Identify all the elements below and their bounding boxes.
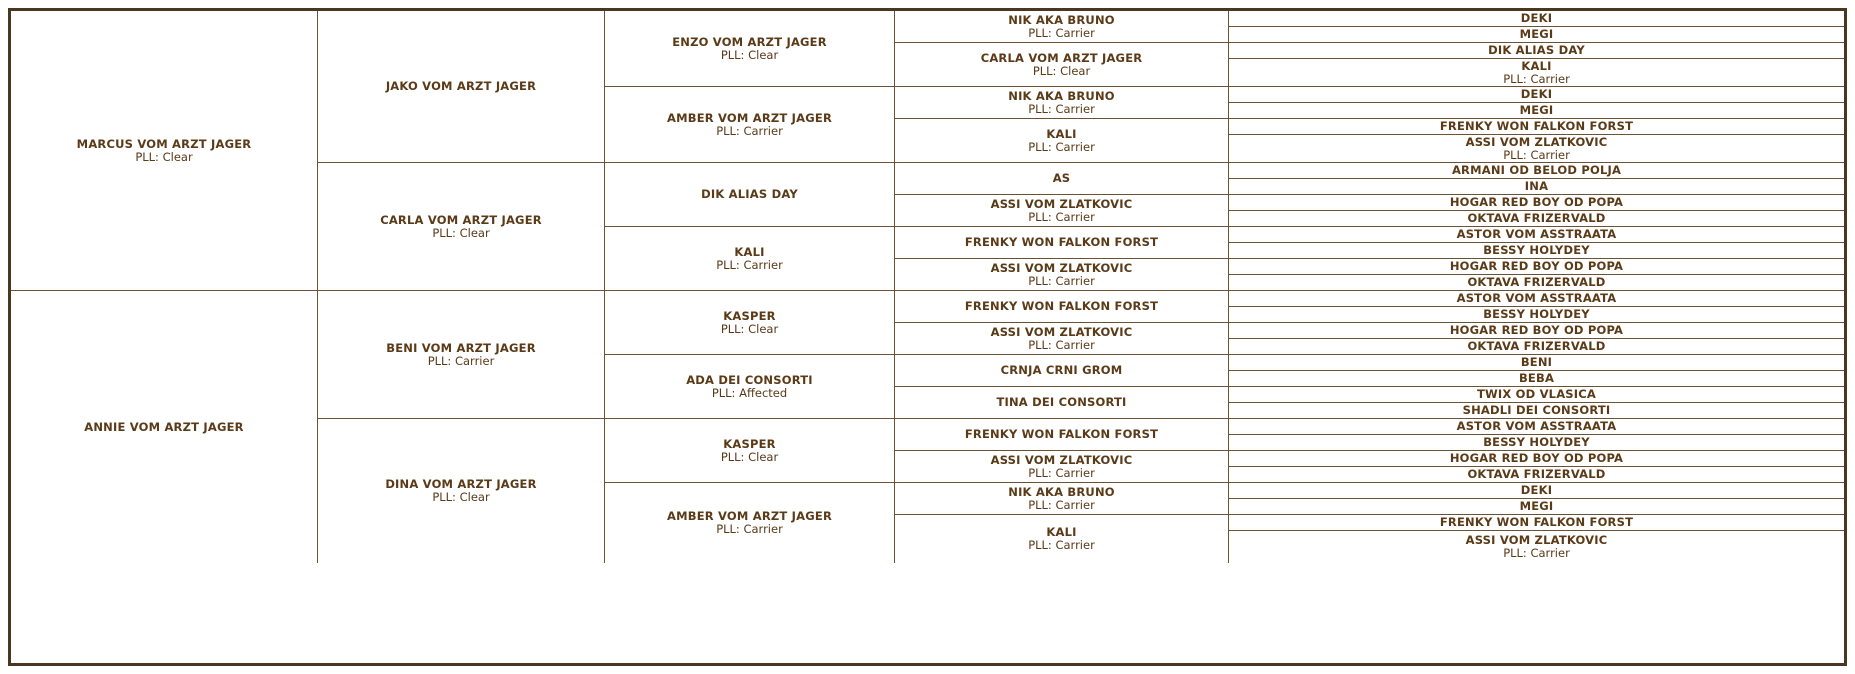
dog-name: JAKO VOM ARZT JAGER: [385, 79, 537, 93]
great-grandparent-cell: [605, 163, 895, 227]
dog-name: MEGI: [1519, 499, 1554, 513]
dog-name: FRENKY WON FALKON FORST: [1439, 515, 1634, 529]
great-great-grandparent-cell: [895, 451, 1229, 483]
great-great-grandparent-cell: [895, 291, 1229, 323]
dog-name: DEKI: [1520, 87, 1553, 101]
dog-name: KALI: [734, 244, 765, 259]
great-grandparent-cell: [605, 355, 895, 419]
dog-name: DIK ALIAS DAY: [701, 187, 798, 201]
pll-status: PLL: Clear: [720, 47, 779, 62]
dog-name: NIK AKA BRUNO: [1008, 88, 1115, 103]
great-great-grandparent-cell: [895, 483, 1229, 515]
dog-name: ASSI VOM ZLATKOVIC: [990, 452, 1133, 467]
dog-name: MARCUS VOM ARZT JAGER: [76, 136, 252, 151]
gen5-ancestor-cell: [1229, 435, 1844, 451]
grandparent-cell: [318, 163, 605, 291]
grandparent-cell: [318, 11, 605, 163]
dog-name: BESSY HOLYDEY: [1483, 435, 1590, 449]
gen5-ancestor-cell: [1229, 275, 1844, 291]
gen5-ancestor-cell: [1229, 11, 1844, 27]
gen5-ancestor-cell: [1229, 135, 1844, 163]
dog-name: KALI: [1521, 58, 1552, 73]
pll-status: PLL: Clear: [720, 449, 779, 464]
grandparent-cell: [318, 419, 605, 563]
great-great-grandparent-cell: [895, 323, 1229, 355]
dog-name: AMBER VOM ARZT JAGER: [666, 110, 833, 125]
great-great-grandparent-cell: [895, 259, 1229, 291]
pll-status: PLL: Carrier: [1028, 273, 1095, 288]
dog-name: DIK ALIAS DAY: [1488, 43, 1585, 57]
gen5-ancestor-cell: [1229, 403, 1844, 419]
dog-name: FRENKY WON FALKON FORST: [964, 427, 1159, 441]
dog-name: ASSI VOM ZLATKOVIC: [1465, 134, 1608, 149]
dog-name: CRNJA CRNI GROM: [1000, 363, 1123, 377]
pll-status: PLL: Carrier: [1503, 71, 1570, 86]
great-great-grandparent-cell: [895, 419, 1229, 451]
great-great-grandparent-cell: [895, 195, 1229, 227]
great-great-grandparent-cell: [895, 387, 1229, 419]
dog-name: AS: [1052, 171, 1071, 185]
gen5-ancestor-cell: [1229, 419, 1844, 435]
great-grandparent-cell: [605, 11, 895, 87]
pll-status: PLL: Carrier: [1028, 101, 1095, 116]
gen5-ancestor-cell: [1229, 163, 1844, 179]
gen5-ancestor-cell: [1229, 323, 1844, 339]
dog-name: KALI: [1046, 126, 1077, 141]
dog-name: DINA VOM ARZT JAGER: [385, 477, 537, 491]
dog-name: ASSI VOM ZLATKOVIC: [1465, 533, 1608, 547]
pll-status: PLL: Carrier: [716, 123, 783, 138]
gen5-ancestor-cell: [1229, 103, 1844, 119]
dog-name: NIK AKA BRUNO: [1008, 12, 1115, 27]
great-great-grandparent-cell: [895, 515, 1229, 563]
gen5-ancestor-cell: [1229, 515, 1844, 531]
gen5-ancestor-cell: [1229, 27, 1844, 43]
pll-status: PLL: Carrier: [1028, 465, 1095, 480]
dog-name: ENZO VOM ARZT JAGER: [672, 34, 827, 49]
pll-status: PLL: Carrier: [1028, 209, 1095, 224]
pll-status: PLL: Carrier: [1028, 337, 1095, 352]
gen5-ancestor-cell: [1229, 195, 1844, 211]
pll-status: PLL: Carrier: [716, 522, 783, 536]
pll-status: PLL: Carrier: [716, 257, 783, 272]
dog-name: MEGI: [1519, 27, 1554, 41]
dog-name: KASPER: [723, 308, 776, 323]
pll-status: PLL: Carrier: [1028, 497, 1095, 512]
dog-name: INA: [1524, 179, 1549, 193]
dog-name: HOGAR RED BOY OD POPA: [1449, 323, 1624, 337]
gen5-ancestor-cell: [1229, 307, 1844, 323]
dog-name: DEKI: [1520, 11, 1553, 25]
great-great-grandparent-cell: [895, 163, 1229, 195]
gen5-ancestor-cell: [1229, 499, 1844, 515]
dog-name: ASTOR VOM ASSTRAATA: [1456, 419, 1617, 433]
gen5-ancestor-cell: [1229, 291, 1844, 307]
dog-name: FRENKY WON FALKON FORST: [1439, 119, 1634, 133]
dog-name: BENI: [1520, 355, 1553, 369]
dog-name: OKTAVA FRIZERVALD: [1467, 211, 1606, 225]
pll-status: PLL: Clear: [1032, 63, 1091, 78]
dog-name: ADA DEI CONSORTI: [686, 372, 813, 387]
dog-name: CARLA VOM ARZT JAGER: [380, 212, 542, 227]
dog-name: HOGAR RED BOY OD POPA: [1449, 451, 1624, 465]
dog-name: MEGI: [1519, 103, 1554, 117]
dog-name: KASPER: [723, 436, 776, 451]
gen5-ancestor-cell: [1229, 355, 1844, 371]
pll-status: PLL: Carrier: [1028, 139, 1095, 154]
pll-status: PLL: Carrier: [1028, 538, 1095, 552]
great-great-grandparent-cell: [895, 355, 1229, 387]
gen5-ancestor-cell: [1229, 227, 1844, 243]
gen5-ancestor-cell: [1229, 451, 1844, 467]
great-grandparent-cell: [605, 291, 895, 355]
dog-name: KALI: [1046, 525, 1077, 539]
pedigree-table: [8, 8, 1847, 666]
grandparent-cell: [318, 291, 605, 419]
pll-status: PLL: Affected: [711, 385, 788, 400]
gen5-ancestor-cell: [1229, 119, 1844, 135]
gen5-ancestor-cell: [1229, 339, 1844, 355]
gen5-ancestor-cell: [1229, 59, 1844, 87]
dog-name: ASTOR VOM ASSTRAATA: [1456, 291, 1617, 305]
gen5-ancestor-cell: [1229, 243, 1844, 259]
pll-status: PLL: Clear: [432, 490, 490, 504]
gen5-ancestor-cell: [1229, 211, 1844, 227]
dog-name: AMBER VOM ARZT JAGER: [666, 509, 833, 523]
dog-name: NIK AKA BRUNO: [1008, 484, 1115, 499]
gen5-ancestor-cell: [1229, 259, 1844, 275]
great-great-grandparent-cell: [895, 227, 1229, 259]
dog-name: OKTAVA FRIZERVALD: [1467, 467, 1606, 481]
gen5-ancestor-cell: [1229, 179, 1844, 195]
pll-status: PLL: Clear: [135, 149, 193, 164]
great-great-grandparent-cell: [895, 119, 1229, 163]
gen5-ancestor-cell: [1229, 43, 1844, 59]
great-grandparent-cell: [605, 483, 895, 563]
dog-name: ASTOR VOM ASSTRAATA: [1456, 227, 1617, 241]
sire-dam-cell: [11, 291, 318, 563]
gen5-ancestor-cell: [1229, 467, 1844, 483]
gen5-ancestor-cell: [1229, 483, 1844, 499]
pll-status: PLL: Carrier: [1028, 25, 1095, 40]
gen5-ancestor-cell: [1229, 371, 1844, 387]
dog-name: ASSI VOM ZLATKOVIC: [990, 196, 1133, 211]
great-great-grandparent-cell: [895, 87, 1229, 119]
great-great-grandparent-cell: [895, 11, 1229, 43]
dog-name: CARLA VOM ARZT JAGER: [980, 50, 1143, 65]
sire-dam-cell: [11, 11, 318, 291]
dog-name: FRENKY WON FALKON FORST: [964, 299, 1159, 313]
dog-name: TWIX OD VLASICA: [1476, 387, 1597, 401]
pll-status: PLL: Clear: [432, 225, 490, 240]
dog-name: DEKI: [1520, 483, 1553, 497]
great-grandparent-cell: [605, 227, 895, 291]
dog-name: BESSY HOLYDEY: [1483, 307, 1590, 321]
dog-name: BEBA: [1518, 371, 1555, 385]
pll-status: PLL: Clear: [720, 321, 779, 336]
gen5-ancestor-cell: [1229, 87, 1844, 103]
dog-name: ASSI VOM ZLATKOVIC: [990, 324, 1133, 339]
great-great-grandparent-cell: [895, 43, 1229, 87]
pll-status: PLL: Carrier: [427, 353, 495, 368]
dog-name: TINA DEI CONSORTI: [996, 395, 1127, 409]
dog-name: SHADLI DEI CONSORTI: [1462, 403, 1611, 417]
great-grandparent-cell: [605, 87, 895, 163]
dog-name: BESSY HOLYDEY: [1483, 243, 1590, 257]
dog-name: ASSI VOM ZLATKOVIC: [990, 260, 1133, 275]
pll-status: PLL: Carrier: [1503, 147, 1570, 162]
gen5-ancestor-cell: [1229, 531, 1844, 563]
dog-name: ARMANI OD BELOD POLJA: [1451, 163, 1622, 177]
dog-name: OKTAVA FRIZERVALD: [1467, 339, 1606, 353]
dog-name: HOGAR RED BOY OD POPA: [1449, 259, 1624, 273]
dog-name: HOGAR RED BOY OD POPA: [1449, 195, 1624, 209]
dog-name: FRENKY WON FALKON FORST: [964, 235, 1159, 249]
gen5-ancestor-cell: [1229, 387, 1844, 403]
pll-status: PLL: Carrier: [1503, 546, 1570, 560]
dog-name: ANNIE VOM ARZT JAGER: [84, 419, 244, 434]
great-grandparent-cell: [605, 419, 895, 483]
dog-name: BENI VOM ARZT JAGER: [386, 340, 536, 355]
dog-name: OKTAVA FRIZERVALD: [1467, 275, 1606, 289]
